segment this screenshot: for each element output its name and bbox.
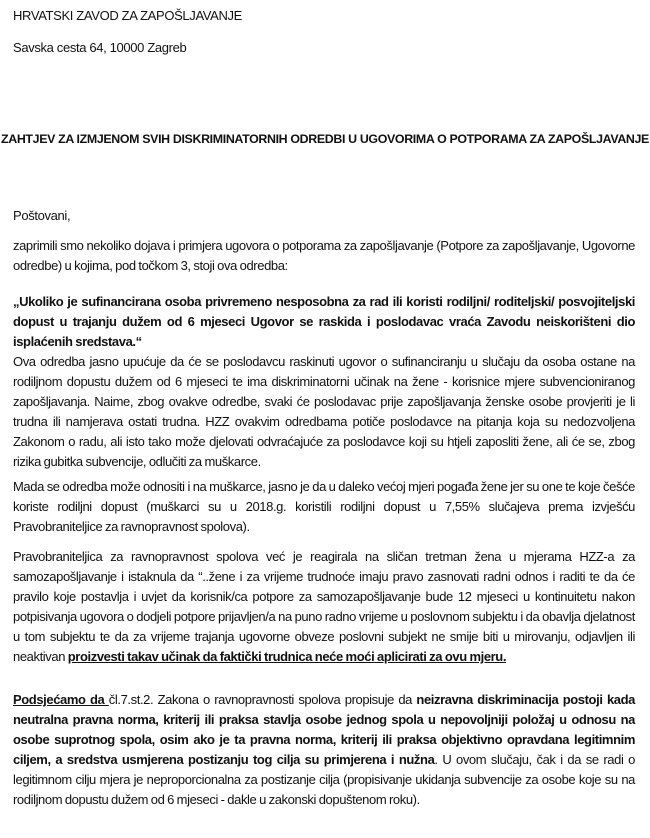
quoted-provision: „Ukoliko je sufinancirana osoba privremeno nesposobna za rad ili koristi rodiljni/ roditeljski/ posvojiteljski dopust u trajanju dužem od 6 mjeseci Ugovor se raskida i poslodavac vraća Zavodu neiskorišteni dio isplaćenih sredstava.“ bbox=[13, 294, 635, 349]
ombudsman-paragraph bbox=[13, 547, 635, 667]
reminder-bold-definition: neizravna diskriminacija postoji kada neutralna pravna norma, kriterij ili praksa stavlja osobe jednog spola u nepovoljniji položaj u odnosu na osobe suprotnog spola, osim ako je ta pravna norma, kriterij ili praksa objektivno opravdana legitimnim ciljem, a sredstva usmjerena postizanju tog cilja su primjerena i nužna bbox=[13, 692, 635, 767]
reminder-text-1: čl.7.st.2. Zakona o ravnopravnosti spolova propisuje da bbox=[108, 692, 417, 707]
reminder-lead: Podsjećamo da bbox=[13, 692, 109, 707]
organization-name: HRVATSKI ZAVOD ZA ZAPOŠLJAVANJE bbox=[13, 8, 242, 23]
reminder-paragraph bbox=[13, 690, 635, 810]
salutation: Poštovani, bbox=[13, 208, 71, 223]
ombudsman-emphasis: proizvesti takav učinak da faktički trudnica neće moći aplicirati za ovu mjeru. bbox=[67, 649, 507, 664]
intro-paragraph: zaprimili smo nekoliko dojava i primjera ugovora o potporama za zapošljavanje (Potpore za zapošljavanje, Ugovorne odredbe) u kojima, pod točkom 3, stoji ova odredba: bbox=[13, 238, 635, 273]
ombudsman-text: Pravobraniteljica za ravnopravnost spolova već je reagirala na sličan tretman žena u mjerama HZZ-a za samozapošljavanje i istaknula da “..žene i za vrijeme trudnoće imaju pravo zasnovati radni odnos i raditi te da će pravilo koje postavlja i uvjet da korisnik/ca potpore za samozapošljavanje bude 12 mjeseci u kontinuitetu nakon potpisivanja ugovora o dodjeli potpore prijavljen/a na puno radno vrijeme u poslovnom subjektu i da obavlja djelatnost u tom subjektu te da za vrijeme trajanja ugovorne obveze poslovni subjekt ne smije biti u mirovanju, odjavljen ili neaktivan bbox=[13, 549, 635, 664]
document-title: ZAHTJEV ZA IZMJENOM SVIH DISKRIMINATORNIH ODREDBI U UGOVORIMA O POTPORAMA ZA ZAPOŠLJAVANJE bbox=[1, 132, 649, 146]
reminder-text-2: . U ovom slučaju, čak i da se radi o legitimnom cilju mjera je neproporcionalna za postizanje cilja (propisivanje ukidanja subvencije za osobe koje su na rodiljnom dopustu dužem od 6 mjeseci - dakle u zakonski dopuštenom roku). bbox=[13, 752, 635, 807]
organization-address: Savska cesta 64, 10000 Zagreb bbox=[13, 40, 187, 55]
men-paragraph: Mada se odredba može odnositi i na muškarce, jasno je da u daleko većoj mjeri pogađa žene jer su one te koje češće koriste rodiljni dopust (muškarci su u 2018.g. koristili rodiljni dopust u 7,55% slučajeva prema izvješću Pravobraniteljice za ravnopravnost spolova). bbox=[13, 479, 635, 534]
explanation-paragraph: Ova odredba jasno upućuje da će se poslodavcu raskinuti ugovor o sufinanciranju u slučaju da osoba ostane na rodiljnom dopustu dužem od 6 mjeseci te ima diskriminatorni učinak na žene - korisnice mjere subvencioniranog zapošljavanja. Naime, zbog ovakve odredbe, svaki će poslodavac prije zapošljavanja ženske osobe provjeriti je li trudna ili namjerava ostati trudna. HZZ ovakvim odredbama potiče poslodavce na pitanja koja su nedozvoljena Zakonom o radu, ali isto tako može djelovati odvraćajuće za poslodavce koji su htjeli zaposliti žene, ali će se, zbog rizika gubitka subvencije, odlučiti za muškarce. bbox=[13, 354, 635, 469]
